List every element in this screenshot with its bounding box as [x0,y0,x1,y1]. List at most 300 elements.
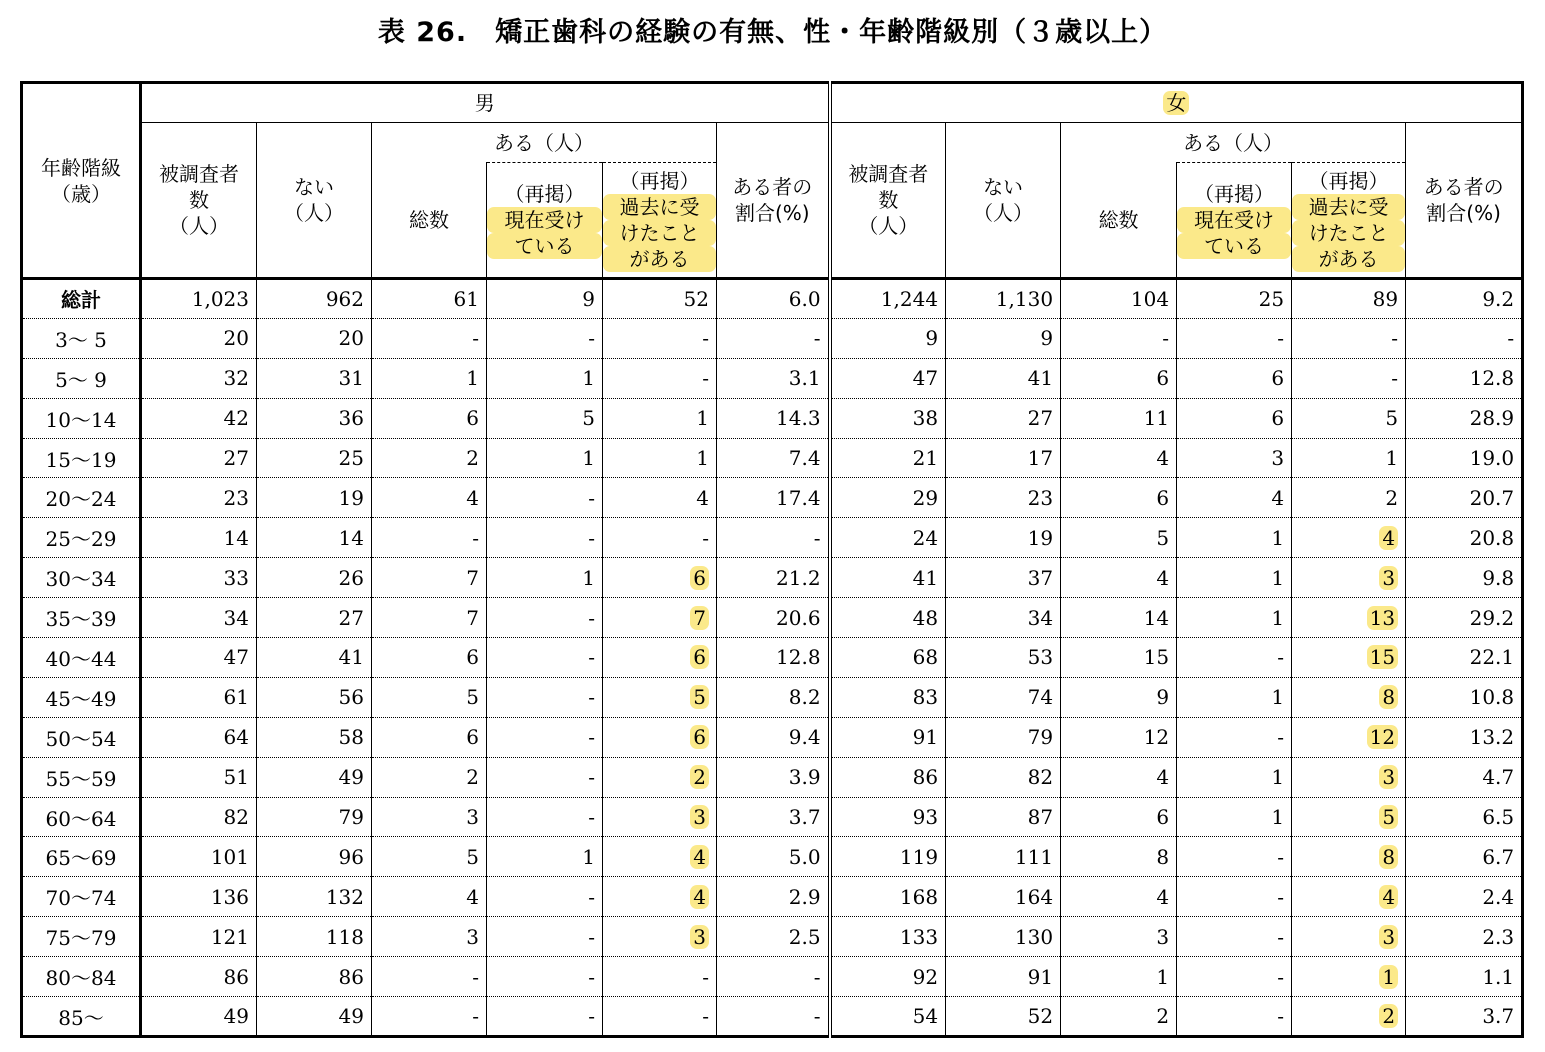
highlighted-value: 7 [690,606,709,630]
female-none-cell: 52 [946,997,1061,1037]
age-group-cell: 10～14 [22,398,141,438]
male-ratio-cell: 6.0 [717,279,830,319]
female-current-cell: 1 [1177,598,1292,638]
female-total-cell: 11 [1061,398,1177,438]
female-ratio-cell: - [1406,318,1523,358]
male-ratio-cell: 3.1 [717,358,830,398]
female-total-cell: 6 [1061,478,1177,518]
male-ratio-cell: 21.2 [717,558,830,598]
female-past-cell: 89 [1292,279,1406,319]
age-group-cell: 35～39 [22,598,141,638]
male-surveyed-cell: 82 [141,797,257,837]
male-past-cell [603,917,717,957]
age-group-cell: 25～29 [22,518,141,558]
highlighted-value: 3 [690,805,709,829]
table-row [22,358,1523,398]
male-none-cell: 49 [257,757,372,797]
female-current-cell: 4 [1177,478,1292,518]
female-none-cell: 17 [946,438,1061,478]
highlighted-value: 6 [690,725,709,749]
female-surveyed-cell: 92 [830,957,946,997]
age-group-cell: 総計 [22,279,141,319]
female-past-cell: 2 [1292,478,1406,518]
male-surveyed-cell: 121 [141,917,257,957]
female-total-cell: 104 [1061,279,1177,319]
female-surveyed-cell: 83 [830,677,946,717]
male-none-cell: 58 [257,717,372,757]
male-current-cell: - [487,518,603,558]
female-past-cell [1292,877,1406,917]
male-current-cell: - [487,877,603,917]
male-ratio-cell: - [717,318,830,358]
female-ratio-cell: 19.0 [1406,438,1523,478]
highlighted-value: 8 [1379,845,1398,869]
female-none-cell: 27 [946,398,1061,438]
male-current-cell: - [487,757,603,797]
table-row [22,797,1523,837]
table-row [22,478,1523,518]
male-total-cell: 3 [372,797,487,837]
age-group-cell: 60～64 [22,797,141,837]
female-current-cell: 6 [1177,398,1292,438]
female-current-cell: 6 [1177,358,1292,398]
highlighted-value: 6 [690,566,709,590]
male-current-cell: 5 [487,398,603,438]
highlighted-value: 4 [1379,885,1398,909]
male-surveyed-cell: 20 [141,318,257,358]
female-current-cell: - [1177,318,1292,358]
table-row [22,877,1523,917]
female-ratio-cell: 28.9 [1406,398,1523,438]
female-none-cell: 74 [946,677,1061,717]
table-row [22,997,1523,1037]
highlighted-value: 1 [1379,965,1398,989]
female-ratio-cell: 1.1 [1406,957,1523,997]
female-total-cell: 12 [1061,717,1177,757]
female-ratio-cell: 2.4 [1406,877,1523,917]
female-none-cell: 79 [946,717,1061,757]
male-total-cell: 4 [372,478,487,518]
male-surveyed-cell: 136 [141,877,257,917]
male-total-cell: 7 [372,598,487,638]
table-row [22,279,1523,319]
male-past-cell: 1 [603,438,717,478]
male-current-cell: - [487,677,603,717]
female-past-cell [1292,997,1406,1037]
age-group-cell: 55～59 [22,757,141,797]
male-past-cell: - [603,318,717,358]
male-none-cell: 25 [257,438,372,478]
male-none-cell: 96 [257,837,372,877]
female-ratio-cell: 22.1 [1406,638,1523,678]
male-surveyed-cell: 49 [141,997,257,1037]
female-current-cell: 1 [1177,558,1292,598]
male-total-cell: 3 [372,917,487,957]
male-surveyed-cell: 64 [141,717,257,757]
male-yes-header: ある（人） [372,123,717,163]
male-ratio-header: ある者の 割合(%) [717,123,830,279]
female-surveyed-cell: 54 [830,997,946,1037]
male-ratio-cell: 2.9 [717,877,830,917]
female-current-cell: - [1177,837,1292,877]
male-ratio-cell: 20.6 [717,598,830,638]
table-row [22,917,1523,957]
female-surveyed-cell: 133 [830,917,946,957]
female-total-cell: 3 [1061,917,1177,957]
female-surveyed-cell: 47 [830,358,946,398]
highlighted-value: 3 [690,925,709,949]
table-row [22,318,1523,358]
highlighted-value: 13 [1367,606,1398,630]
highlighted-value: 15 [1367,645,1398,669]
female-past-header: （再掲） 過去に受 けたこと がある [1292,163,1406,279]
male-total-cell: 4 [372,877,487,917]
age-group-cell: 15～19 [22,438,141,478]
female-ratio-cell: 20.8 [1406,518,1523,558]
female-surveyed-cell: 38 [830,398,946,438]
female-ratio-cell: 20.7 [1406,478,1523,518]
age-group-cell: 40～44 [22,638,141,678]
male-total-cell: 6 [372,398,487,438]
male-current-cell: - [487,957,603,997]
male-ratio-cell: - [717,957,830,997]
female-ratio-cell: 6.5 [1406,797,1523,837]
female-current-header: （再掲） 現在受け ている [1177,163,1292,279]
female-past-cell [1292,717,1406,757]
male-past-cell [603,877,717,917]
female-none-cell: 164 [946,877,1061,917]
male-total-cell: - [372,997,487,1037]
male-past-cell [603,717,717,757]
female-ratio-cell: 9.8 [1406,558,1523,598]
female-total-cell: 14 [1061,598,1177,638]
female-past-cell [1292,917,1406,957]
male-total-cell: - [372,957,487,997]
age-group-cell: 75～79 [22,917,141,957]
male-past-cell: - [603,997,717,1037]
table-row [22,837,1523,877]
female-total-cell: 5 [1061,518,1177,558]
female-surveyed-cell: 119 [830,837,946,877]
female-header: 女 [830,83,1523,123]
female-total-cell: 4 [1061,877,1177,917]
male-none-cell: 118 [257,917,372,957]
female-none-cell: 87 [946,797,1061,837]
male-none-cell: 41 [257,638,372,678]
female-surveyed-cell: 48 [830,598,946,638]
table-row [22,638,1523,678]
male-none-cell: 26 [257,558,372,598]
male-header: 男 [141,83,830,123]
female-total-cell: 1 [1061,957,1177,997]
table-body [22,279,1523,1037]
male-surveyed-cell: 33 [141,558,257,598]
male-ratio-cell: 3.9 [717,757,830,797]
male-current-cell: 1 [487,358,603,398]
age-group-cell: 50～54 [22,717,141,757]
female-surveyed-cell: 68 [830,638,946,678]
female-surveyed-cell: 21 [830,438,946,478]
female-past-cell [1292,558,1406,598]
male-current-cell: 9 [487,279,603,319]
female-none-cell: 111 [946,837,1061,877]
highlighted-value: 3 [1379,566,1398,590]
female-ratio-cell: 13.2 [1406,717,1523,757]
female-current-cell: 1 [1177,518,1292,558]
male-none-cell: 19 [257,478,372,518]
male-past-cell: 1 [603,398,717,438]
table-row [22,757,1523,797]
male-ratio-cell: 3.7 [717,797,830,837]
male-current-cell: - [487,638,603,678]
male-past-cell: - [603,518,717,558]
male-none-cell: 27 [257,598,372,638]
table-row [22,677,1523,717]
female-past-cell [1292,957,1406,997]
male-current-cell: - [487,797,603,837]
male-past-cell: - [603,957,717,997]
female-none-cell: 130 [946,917,1061,957]
female-past-cell [1292,518,1406,558]
table-row [22,518,1523,558]
female-ratio-cell: 2.3 [1406,917,1523,957]
male-ratio-cell: 8.2 [717,677,830,717]
female-surveyed-cell: 86 [830,757,946,797]
female-total-cell: 15 [1061,638,1177,678]
male-past-cell [603,757,717,797]
female-current-cell: - [1177,957,1292,997]
female-past-cell [1292,837,1406,877]
male-past-cell [603,797,717,837]
male-past-cell [603,677,717,717]
female-surveyed-cell: 93 [830,797,946,837]
age-group-cell: 70～74 [22,877,141,917]
male-past-cell: - [603,358,717,398]
table-row [22,717,1523,757]
male-current-header: （再掲） 現在受け ている [487,163,603,279]
female-total-cell: 9 [1061,677,1177,717]
female-none-cell: 41 [946,358,1061,398]
male-none-cell: 86 [257,957,372,997]
female-ratio-cell: 6.7 [1406,837,1523,877]
female-ratio-header: ある者の 割合(%) [1406,123,1523,279]
female-current-cell: 3 [1177,438,1292,478]
female-total-cell: 4 [1061,438,1177,478]
male-past-cell [603,638,717,678]
female-none-header: ない （人） [946,123,1061,279]
female-past-cell [1292,797,1406,837]
female-past-cell [1292,598,1406,638]
male-total-cell: 2 [372,757,487,797]
female-none-cell: 1,130 [946,279,1061,319]
male-total-cell: - [372,318,487,358]
female-surveyed-cell: 168 [830,877,946,917]
male-surveyed-cell: 42 [141,398,257,438]
female-none-cell: 34 [946,598,1061,638]
male-ratio-cell: 9.4 [717,717,830,757]
female-current-cell: - [1177,997,1292,1037]
male-surveyed-cell: 47 [141,638,257,678]
highlighted-value: 4 [690,845,709,869]
male-none-header: ない （人） [257,123,372,279]
highlighted-value: 4 [690,885,709,909]
male-total-cell: 6 [372,717,487,757]
age-group-cell: 80～84 [22,957,141,997]
female-total-cell: 6 [1061,797,1177,837]
age-group-cell: 20～24 [22,478,141,518]
female-current-cell: 1 [1177,677,1292,717]
female-total-cell: 4 [1061,558,1177,598]
male-current-cell: - [487,598,603,638]
male-surveyed-cell: 14 [141,518,257,558]
female-current-cell: - [1177,638,1292,678]
highlighted-value: 5 [690,685,709,709]
table-row [22,438,1523,478]
orthodontic-table [20,81,1524,1038]
female-surveyed-cell: 41 [830,558,946,598]
female-surveyed-cell: 29 [830,478,946,518]
highlighted-value: 3 [1379,765,1398,789]
male-surveyed-cell: 34 [141,598,257,638]
table-row [22,398,1523,438]
male-surveyed-cell: 101 [141,837,257,877]
male-none-cell: 962 [257,279,372,319]
male-none-cell: 36 [257,398,372,438]
female-surveyed-cell: 9 [830,318,946,358]
age-group-header: 年齢階級 （歳） [22,83,141,279]
age-group-cell: 85～ [22,997,141,1037]
male-surveyed-cell: 51 [141,757,257,797]
female-none-cell: 53 [946,638,1061,678]
male-surveyed-cell: 1,023 [141,279,257,319]
highlighted-value: 4 [1379,526,1398,550]
female-total-cell: 6 [1061,358,1177,398]
female-none-cell: 37 [946,558,1061,598]
highlighted-value: 2 [1379,1004,1398,1028]
female-current-cell: - [1177,717,1292,757]
male-surveyed-cell: 27 [141,438,257,478]
female-current-cell: 1 [1177,797,1292,837]
female-total-cell: 4 [1061,757,1177,797]
male-total-cell: 7 [372,558,487,598]
male-ratio-cell: - [717,997,830,1037]
female-surveyed-cell: 24 [830,518,946,558]
male-total-cell: 1 [372,358,487,398]
female-current-cell: 1 [1177,757,1292,797]
female-none-cell: 23 [946,478,1061,518]
female-total-cell: 8 [1061,837,1177,877]
male-none-cell: 79 [257,797,372,837]
male-ratio-cell: 5.0 [717,837,830,877]
female-ratio-cell: 9.2 [1406,279,1523,319]
male-ratio-cell: 7.4 [717,438,830,478]
female-past-cell: - [1292,358,1406,398]
male-none-cell: 14 [257,518,372,558]
highlighted-value: 12 [1367,725,1398,749]
male-surveyed-cell: 23 [141,478,257,518]
male-surveyed-header: 被調査者 数 （人） [141,123,257,279]
age-group-cell: 5～ 9 [22,358,141,398]
male-past-header: （再掲） 過去に受 けたこと がある [603,163,717,279]
male-surveyed-cell: 86 [141,957,257,997]
male-surveyed-cell: 32 [141,358,257,398]
highlighted-value: 8 [1379,685,1398,709]
female-total-cell: - [1061,318,1177,358]
female-yes-header: ある（人） [1061,123,1406,163]
male-current-cell: 1 [487,837,603,877]
male-current-cell: - [487,917,603,957]
female-past-cell: 1 [1292,438,1406,478]
female-current-cell: 25 [1177,279,1292,319]
male-total-cell: 2 [372,438,487,478]
female-ratio-cell: 3.7 [1406,997,1523,1037]
male-none-cell: 49 [257,997,372,1037]
table-row [22,957,1523,997]
age-group-cell: 30～34 [22,558,141,598]
male-past-cell [603,558,717,598]
male-total-cell: 5 [372,677,487,717]
male-ratio-cell: 14.3 [717,398,830,438]
male-past-cell: 4 [603,478,717,518]
male-surveyed-cell: 61 [141,677,257,717]
female-ratio-cell: 4.7 [1406,757,1523,797]
male-ratio-cell: - [717,518,830,558]
female-current-cell: - [1177,877,1292,917]
female-none-cell: 9 [946,318,1061,358]
female-past-cell [1292,638,1406,678]
male-none-cell: 132 [257,877,372,917]
male-total-cell: - [372,518,487,558]
male-current-cell: - [487,717,603,757]
female-ratio-cell: 12.8 [1406,358,1523,398]
male-past-cell [603,837,717,877]
male-total-cell: 6 [372,638,487,678]
female-current-cell: - [1177,917,1292,957]
male-none-cell: 20 [257,318,372,358]
female-none-cell: 91 [946,957,1061,997]
male-total-cell: 5 [372,837,487,877]
male-total-header: 総数 [372,163,487,279]
male-past-cell [603,598,717,638]
table-row [22,558,1523,598]
highlighted-value: 6 [690,645,709,669]
page-title: 表 26. 矯正歯科の経験の有無、性・年齢階級別（３歳以上） [377,17,1168,48]
table-row [22,598,1523,638]
female-past-cell [1292,757,1406,797]
highlighted-value: 2 [690,765,709,789]
age-group-cell: 65～69 [22,837,141,877]
female-past-cell: - [1292,318,1406,358]
male-ratio-cell: 17.4 [717,478,830,518]
male-current-cell: 1 [487,558,603,598]
male-total-cell: 61 [372,279,487,319]
age-group-cell: 3～ 5 [22,318,141,358]
male-ratio-cell: 12.8 [717,638,830,678]
female-past-cell: 5 [1292,398,1406,438]
female-ratio-cell: 29.2 [1406,598,1523,638]
female-surveyed-cell: 91 [830,717,946,757]
male-current-cell: 1 [487,438,603,478]
male-current-cell: - [487,318,603,358]
female-ratio-cell: 10.8 [1406,677,1523,717]
age-group-cell: 45～49 [22,677,141,717]
male-none-cell: 56 [257,677,372,717]
male-past-cell: 52 [603,279,717,319]
female-surveyed-header: 被調査者 数 （人） [830,123,946,279]
female-surveyed-cell: 1,244 [830,279,946,319]
male-ratio-cell: 2.5 [717,917,830,957]
male-current-cell: - [487,478,603,518]
